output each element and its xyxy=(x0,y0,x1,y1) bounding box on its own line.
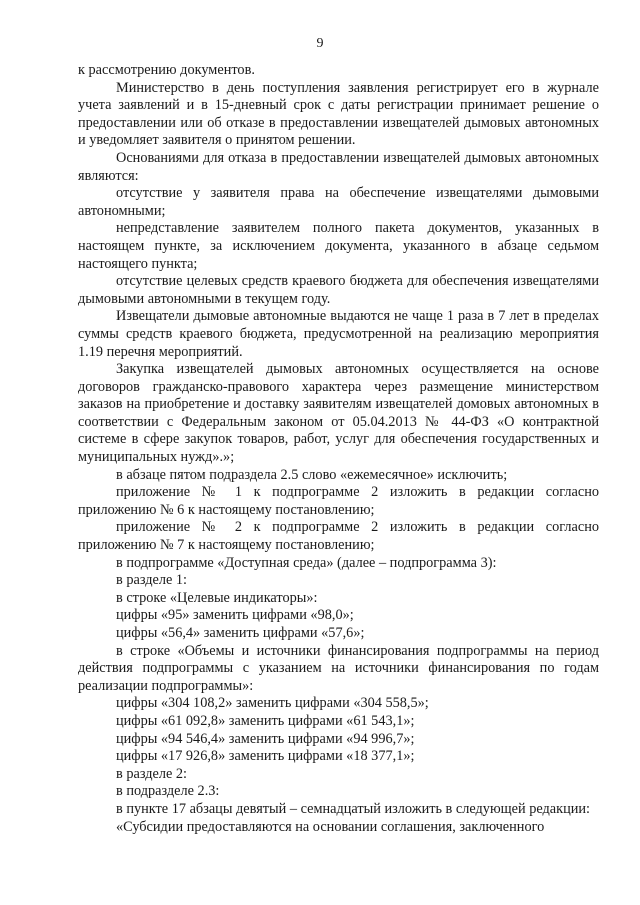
paragraph: в строке «Целевые индикаторы»: xyxy=(116,589,318,606)
paragraph: отсутствие у заявителя права на обеспечение извещателями дымовыми автономными; xyxy=(78,185,599,219)
paragraph: Извещатели дымовые автономные выдаются не чаще 1 раза в 7 лет в пределах суммы средств краевого бюджета, предусмотренной на реализацию мероприятия 1.19 перечня мероприятий. xyxy=(78,308,599,360)
paragraph: к рассмотрению документов. xyxy=(78,62,255,78)
paragraph: отсутствие целевых средств краевого бюджета для обеспечения извещателями дымовыми автономными в текущем году. xyxy=(78,273,599,307)
paragraph: в разделе 2: xyxy=(116,765,188,782)
paragraph: цифры «61 092,8» заменить цифрами «61 543,1»; xyxy=(116,712,415,729)
paragraph: цифры «17 926,8» заменить цифрами «18 377,1»; xyxy=(116,748,415,765)
paragraph: приложение № 2 к подпрограмме 2 изложить в редакции согласно приложению № 7 к настоящему постановлению; xyxy=(78,519,599,554)
paragraph: Закупка извещателей дымовых автономных осуществляется на основе договоров гражданско-правового характера через размещение министерством заказов на приобретение и доставку заявителям извещателей домовых автономных в соответствии с Федеральным законом от 05.04.2013 № 44-ФЗ «О контрактной системе в сфере закупок товаров, работ, услуг для обеспечения государственных и муниципальных нужд».»; xyxy=(78,361,599,466)
paragraph: цифры «304 108,2» заменить цифрами «304 558,5»; xyxy=(116,695,429,712)
paragraph: цифры «94 546,4» заменить цифрами «94 996,7»; xyxy=(116,730,415,747)
page-number: 9 xyxy=(316,36,324,51)
paragraph: цифры «56,4» заменить цифрами «57,6»; xyxy=(116,625,365,641)
paragraph: приложение № 1 к подпрограмме 2 изложить в редакции согласно приложению № 6 к настоящему постановлению; xyxy=(78,484,599,518)
paragraph: в пункте 17 абзацы девятый – семнадцатый изложить в следующей редакции: xyxy=(116,800,591,817)
paragraph: в разделе 1: xyxy=(116,572,188,589)
paragraph: Министерство в день поступления заявления регистрирует его в журнале учета заявлений и в 15-дневный срок с даты регистрации принимает решение о предоставлении или об отказе в предоставлении извещателей дымовых автономных и уведомляет заявителя о принятом решении. xyxy=(78,79,599,149)
paragraph: «Субсидии предоставляются на основании соглашения, заключенного xyxy=(116,818,545,835)
paragraph: в строке «Объемы и источники финансирования подпрограммы на период действия подпрограммы с указанием на источники финансирования по годам реализации подпрограммы»: xyxy=(78,642,599,694)
paragraph: Основаниями для отказа в предоставлении извещателей дымовых автономных являются: xyxy=(78,149,599,184)
paragraph: непредставление заявителем полного пакета документов, указанных в настоящем пункте, за исключением документа, указанного в абзаце седьмом настоящего пункта; xyxy=(78,220,599,272)
paragraph: в подразделе 2.3: xyxy=(116,783,220,800)
paragraph: в абзаце пятом подраздела 2.5 слово «ежемесячное» исключить; xyxy=(116,466,508,483)
paragraph: цифры «95» заменить цифрами «98,0»; xyxy=(116,607,354,624)
body-text xyxy=(78,62,599,836)
paragraph: в подпрограмме «Доступная среда» (далее – подпрограмма 3): xyxy=(116,554,497,571)
